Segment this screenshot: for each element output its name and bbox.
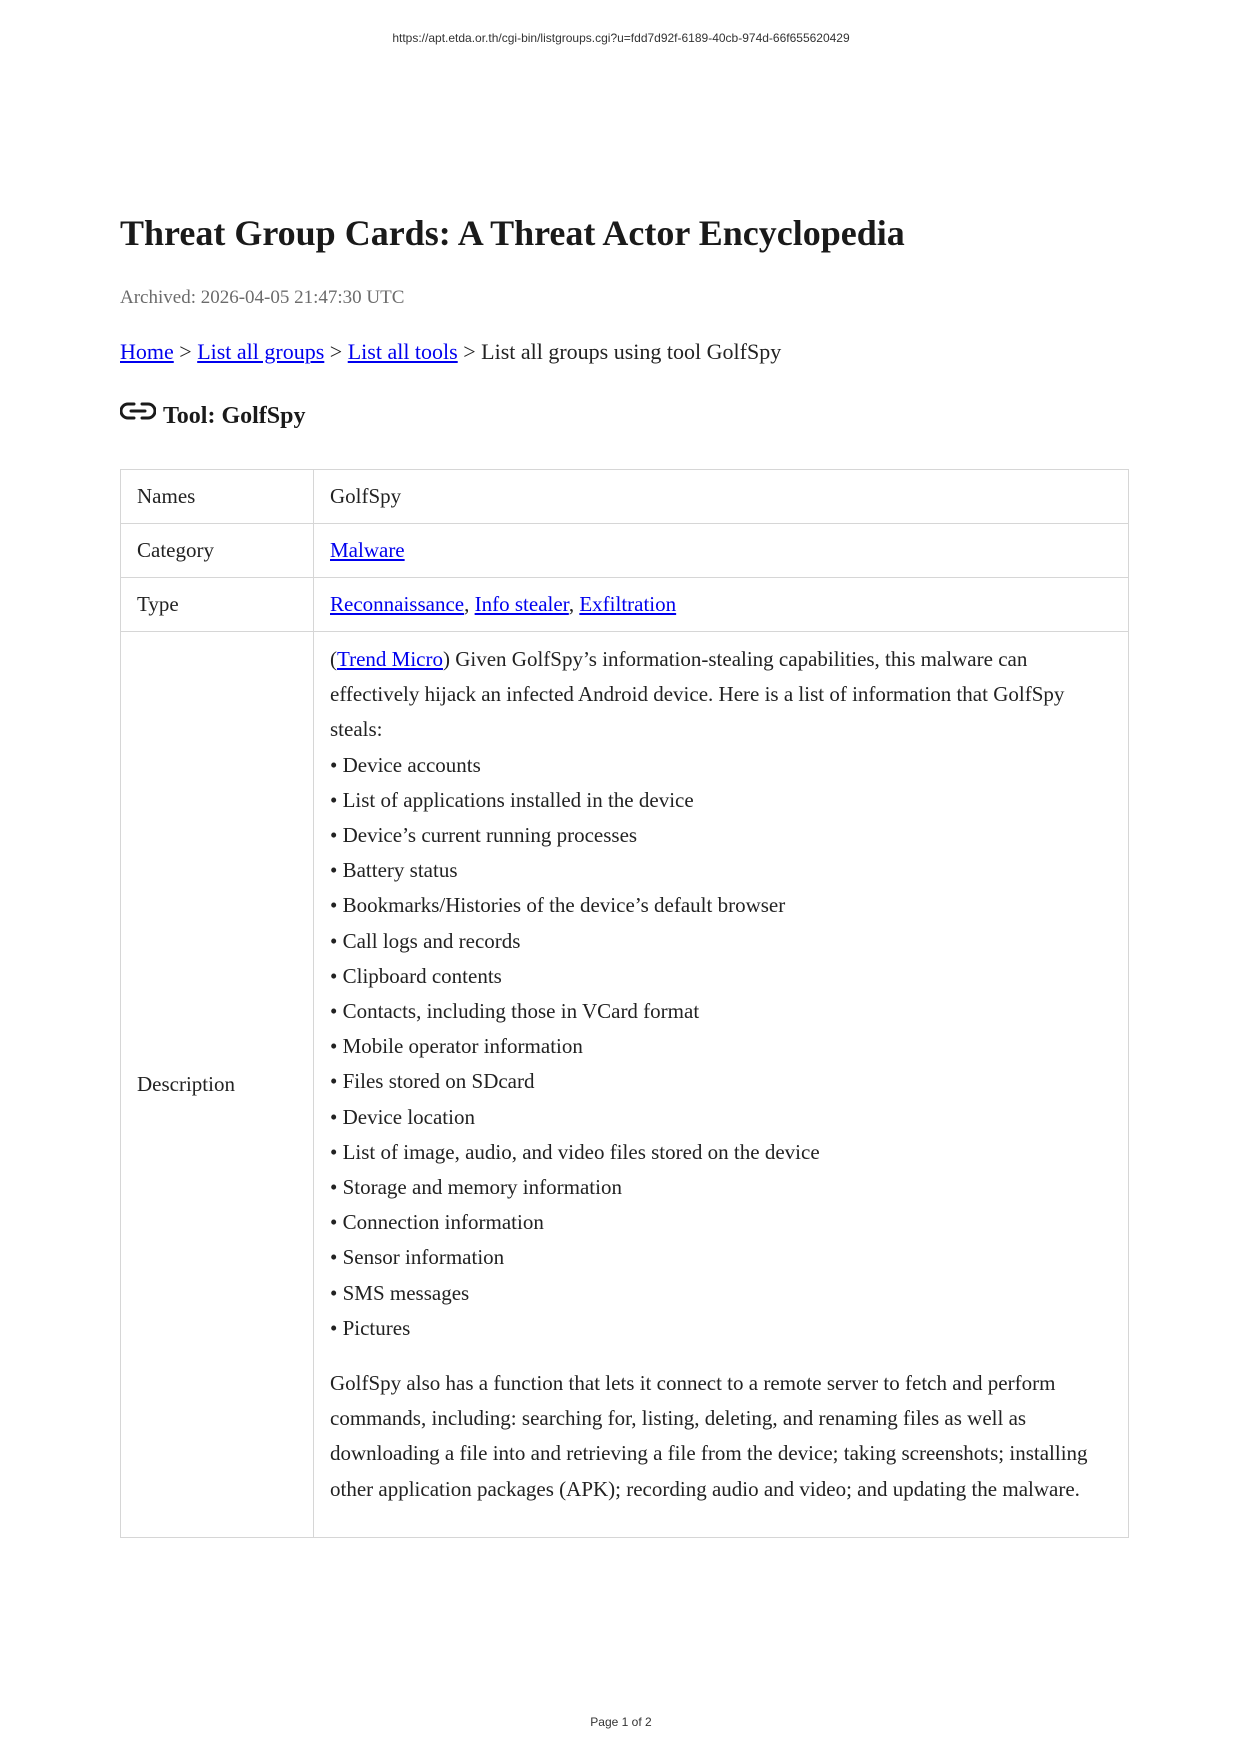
breadcrumb-separator: > [329, 339, 343, 364]
description-intro [330, 642, 1112, 748]
type-separator: , [568, 592, 575, 616]
breadcrumb-separator: > [179, 339, 192, 364]
type-value [314, 578, 1129, 632]
category-value [314, 524, 1129, 578]
list-item: • Pictures [330, 1315, 411, 1340]
list-item: • Connection information [330, 1210, 544, 1235]
type-exfiltration-link[interactable]: Exfiltration [579, 592, 677, 616]
list-item: • Device location [330, 1104, 475, 1129]
list-item: • Call logs and records [330, 928, 521, 953]
page-title: Threat Group Cards: A Threat Actor Encyclopedia [120, 213, 905, 253]
list-item: • Mobile operator information [330, 1034, 583, 1059]
list-item: • Device accounts [330, 752, 481, 777]
list-item: • Battery status [330, 858, 458, 883]
tool-heading [120, 400, 306, 430]
category-label: Category [121, 524, 314, 578]
description-label: Description [121, 632, 314, 1538]
type-reconnaissance-link[interactable]: Reconnaissance [330, 592, 465, 616]
table-row-category [121, 524, 1129, 578]
archived-timestamp: Archived: 2026-04-05 21:47:30 UTC [120, 287, 405, 308]
table-row-description [121, 632, 1129, 1538]
description-intro-text: ) Given GolfSpy’s information-stealing capabilities, this malware can effectively hijack an infected Android device. Here is a list of information that GolfSpy steals: [330, 647, 1065, 742]
stolen-info-list [330, 748, 1112, 1346]
category-malware-link[interactable]: Malware [330, 538, 405, 562]
table-row-type [121, 578, 1129, 632]
list-item: • Device’s current running processes [330, 823, 638, 848]
list-item: • Clipboard contents [330, 963, 502, 988]
breadcrumb-current: List all groups using tool GolfSpy [481, 339, 782, 364]
breadcrumb-home-link[interactable]: Home [120, 339, 174, 364]
description-value [314, 632, 1129, 1538]
description-paragraph-2: GolfSpy also has a function that lets it connect to a remote server to fetch and perform commands, including: searching for, listing, deleting, and renaming files as well as downloading a file into and retrieving a file from the device; taking screenshots; installing other application packages (APK); recording audio and video; and updating the malware. [330, 1371, 1088, 1501]
description-open-paren: ( [330, 647, 337, 671]
tool-heading-text: Tool: GolfSpy [163, 403, 306, 429]
list-item: • SMS messages [330, 1280, 470, 1305]
breadcrumb-separator: > [463, 339, 476, 364]
list-item: • Sensor information [330, 1245, 505, 1270]
breadcrumb-list-tools-link[interactable]: List all tools [347, 339, 458, 364]
print-url-header: https://apt.etda.or.th/cgi-bin/listgroups.cgi?u=fdd7d92f-6189-40cb-974d-66f655620429 [392, 31, 850, 45]
type-separator: , [464, 592, 470, 616]
table-row-names [121, 470, 1129, 524]
list-item: • Storage and memory information [330, 1175, 622, 1200]
page-number-footer: Page 1 of 2 [590, 1715, 652, 1729]
type-info-stealer-link[interactable]: Info stealer [474, 592, 569, 616]
list-item: • Files stored on SDcard [330, 1069, 535, 1094]
list-item: • List of applications installed in the device [330, 787, 694, 812]
list-item: • Contacts, including those in VCard format [330, 999, 700, 1024]
type-label: Type [121, 578, 314, 632]
breadcrumb-list-groups-link[interactable]: List all groups [197, 339, 325, 364]
tool-info-table [120, 469, 1129, 1538]
breadcrumb [120, 339, 781, 365]
link-icon [120, 400, 156, 422]
list-item: • Bookmarks/Histories of the device’s default browser [330, 893, 786, 918]
names-value: GolfSpy [314, 470, 1129, 524]
trend-micro-link[interactable]: Trend Micro [337, 647, 443, 671]
names-label: Names [121, 470, 314, 524]
list-item: • List of image, audio, and video files stored on the device [330, 1139, 820, 1164]
